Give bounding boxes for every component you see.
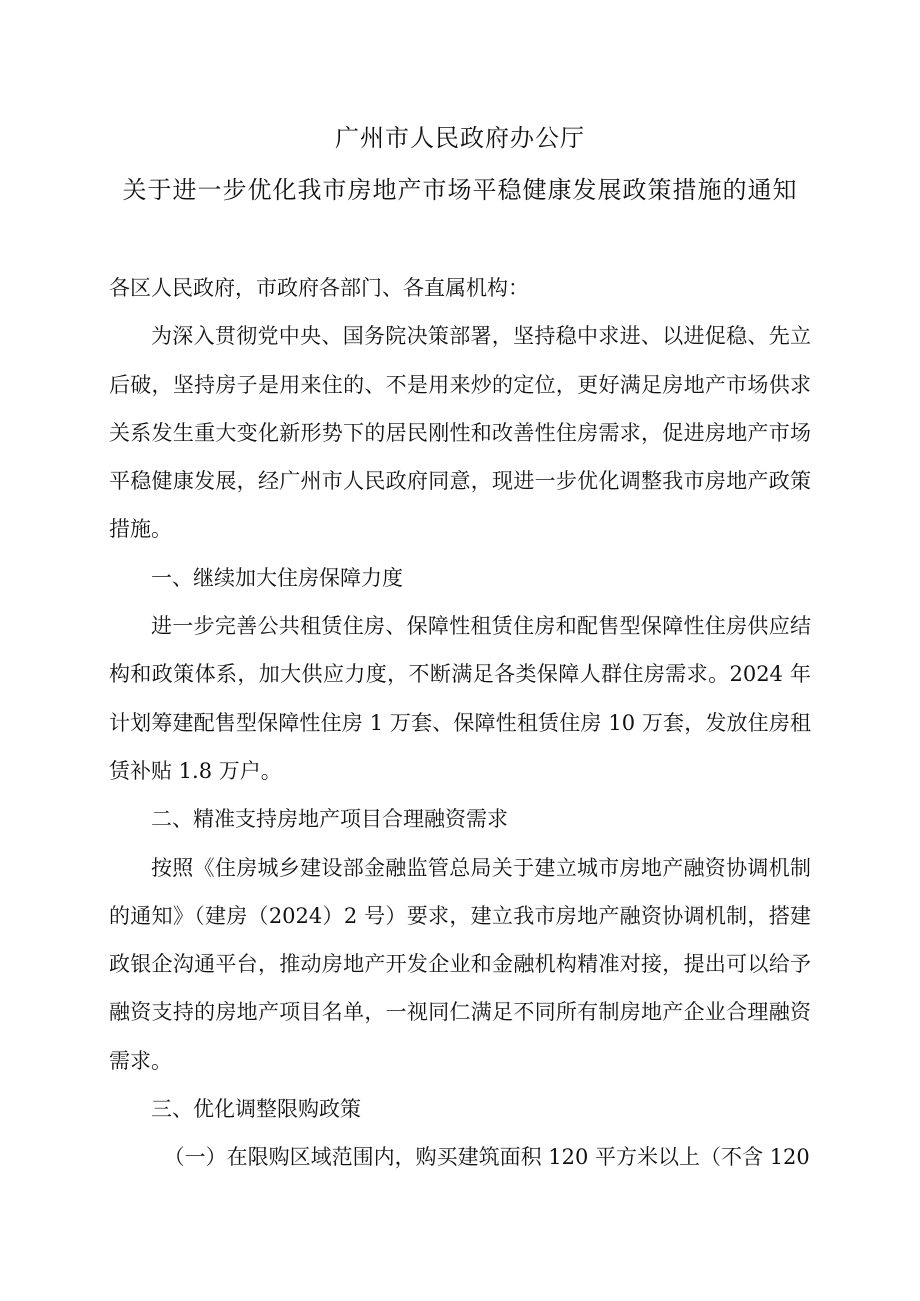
paragraph-section-1: 进一步完善公共租赁住房、保障性租赁住房和配售型保障性住房供应结构和政策体系，加大供应力度，不断满足各类保障人群住房需求。2024 年计划筹建配售型保障性住房 1 万套、保障性租赁住房 10 万套，发放住房租赁补贴 1.8 万户。 — [109, 614, 811, 783]
salutation: 各区人民政府，市政府各部门、各直属机构： — [109, 276, 529, 300]
section-heading-2: 二、精准支持房地产项目合理融资需求 — [151, 807, 508, 832]
paragraph-section-2: 按照《住房城乡建设部金融监管总局关于建立城市房地产融资协调机制的通知》（建房（2024）2 号）要求，建立我市房地产融资协调机制，搭建政银企沟通平台，推动房地产开发企业和金融机构精准对接，提出可以给予融资支持的房地产项目名单，一视同仁满足不同所有制房地产企业合理融资需求。 — [109, 855, 811, 1073]
section-heading-3: 三、优化调整限购政策 — [151, 1097, 361, 1122]
document-body — [109, 264, 811, 1182]
section-heading-1: 一、继续加大住房保障力度 — [151, 565, 403, 590]
paragraph-section-3-item-1: （一）在限购区域范围内，购买建筑面积 120 平方米以上（不含 120 — [163, 1145, 810, 1170]
document-issuer-title: 广州市人民政府办公厅 — [335, 124, 585, 152]
paragraph-intro: 为深入贯彻党中央、国务院决策部署，坚持稳中求进、以进促稳、先立后破，坚持房子是用来住的、不是用来炒的定位，更好满足房地产市场供求关系发生重大变化新形势下的居民刚性和改善性住房需求，促进房地产市场平稳健康发展，经广州市人民政府同意，现进一步优化调整我市房地产政策措施。 — [109, 324, 811, 542]
document-subject-title: 关于进一步优化我市房地产市场平稳健康发展政策措施的通知 — [122, 176, 798, 204]
